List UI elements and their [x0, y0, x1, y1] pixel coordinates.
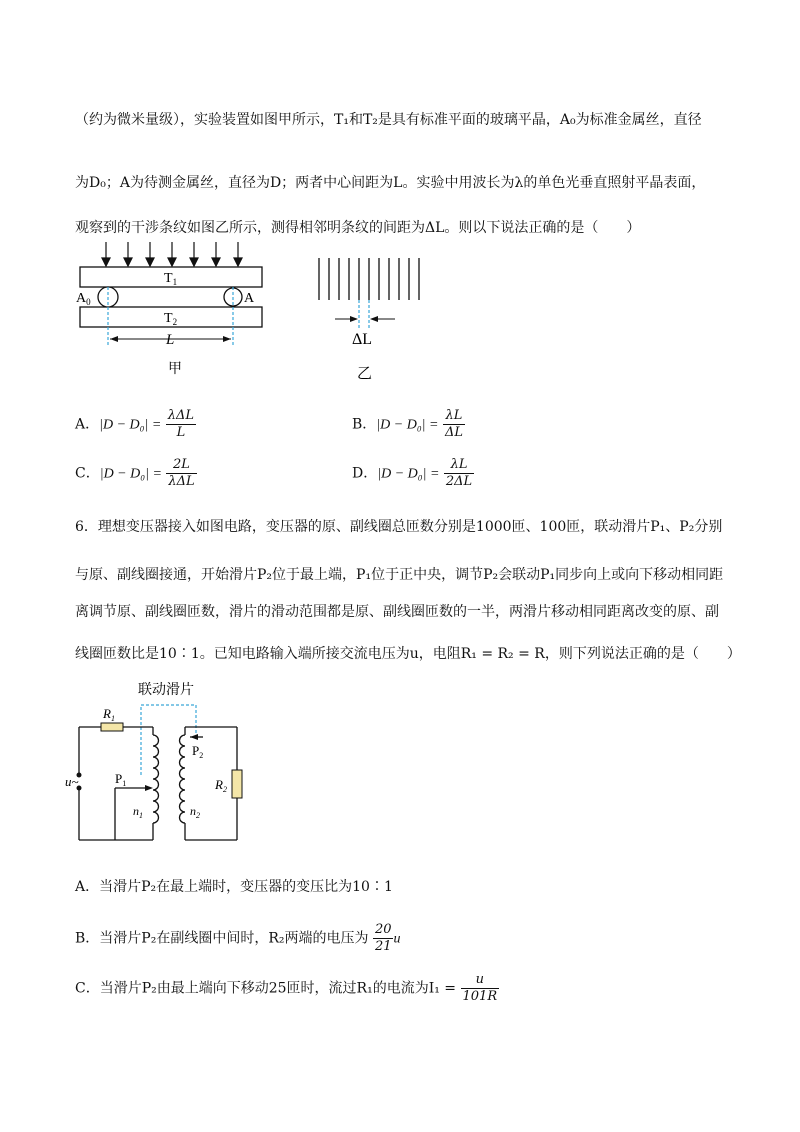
transformer-circuit [65, 675, 265, 855]
svg-text:L: L [166, 332, 175, 348]
q5-option-c[interactable]: C．|D − D₀| = $\frac{2L}{\text{λΔL}}$ [75, 457, 195, 489]
q6-text-line3: 离调节原、副线圈匝数，滑片的滑动范围都是原、副线圈匝数的一半，两滑片移动相同距离改变的原、副 [75, 604, 719, 620]
linkage-slider-label: 联动滑片 [138, 682, 194, 698]
figure-jia [70, 240, 270, 380]
q5-text-line1: （约为微米量级），实验装置如图甲所示，T₁和T₂是具有标准平面的玻璃平晶，A₀为标准金属丝，直径 [75, 112, 702, 128]
q6-text-line4: 线圈匝数比是10∶1。已知电路输入端所接交流电压为u，电阻R₁ = R₂ = R，则下列说法正确的是（ ） [75, 646, 741, 662]
resistor-r1 [101, 723, 123, 731]
q6-option-b[interactable]: B．当滑片P₂在副线圈中间时，R₂两端的电压为 $\frac{20}{21}$ u [75, 922, 401, 954]
svg-text:P2: $P_2$ [192, 743, 204, 760]
q6-option-c[interactable]: C．当滑片P₂由最上端向下移动25匝时，流过R₁的电流为I₁ = $\frac{u}{101R}$ [75, 972, 498, 1004]
q5-option-d[interactable]: D．|D − D₀| = $\frac{\lambda L}{2\Delta L}$ [352, 457, 473, 489]
svg-text:ΔL: ΔL [352, 331, 373, 348]
svg-text:A0: $A_0$ [76, 291, 91, 307]
svg-text:T1: $T_1$ [164, 271, 178, 287]
svg-text:R2: $R_2$ [215, 777, 227, 794]
caption-jia: 甲 [168, 361, 182, 377]
svg-text:A: A [244, 291, 255, 306]
caption-yi: 乙 [357, 364, 373, 382]
svg-text:n2: $n_2$ [190, 804, 200, 820]
q6-option-a[interactable]: A．当滑片P₂在最上端时，变压器的变压比为10∶1 [75, 879, 393, 895]
figure-yi [305, 250, 435, 390]
q6-text-line1: 6．理想变压器接入如图电路，变压器的原、副线圈总匝数分别是1000匝、100匝，联动滑片P₁、P₂分别 [75, 519, 723, 535]
svg-text:n1: $n_1$ [133, 804, 143, 820]
svg-text:u~: u~ [65, 774, 79, 789]
q5-text-line3: 观察到的干涉条纹如图乙所示，测得相邻明条纹的间距为ΔL。则以下说法正确的是（ ） [75, 220, 641, 236]
resistor-r2 [232, 770, 242, 798]
q5-option-b[interactable]: B．|D − D₀| = $\frac{\lambda L}{\Delta L}$ [352, 408, 463, 440]
primary-coil [153, 735, 159, 823]
svg-text:T2: $T_2$ [164, 311, 178, 327]
q5-option-a[interactable]: A．|D − D₀| = $\frac{\text{λΔL}}{L}$ [75, 408, 195, 440]
svg-text:P1: $P_1$ [115, 771, 127, 788]
secondary-coil [180, 735, 186, 823]
q6-text-line2: 与原、副线圈接通，开始滑片P₂位于最上端，P₁位于正中央，调节P₂会联动P₁同步向上或向下移动相同距 [75, 567, 724, 583]
q5-text-line2: 为D₀；A为待测金属丝，直径为D；两者中心间距为L。实验中用波长为λ的单色光垂直照射平晶表面， [75, 175, 706, 191]
svg-text:R1: $R_1$ [103, 706, 115, 723]
